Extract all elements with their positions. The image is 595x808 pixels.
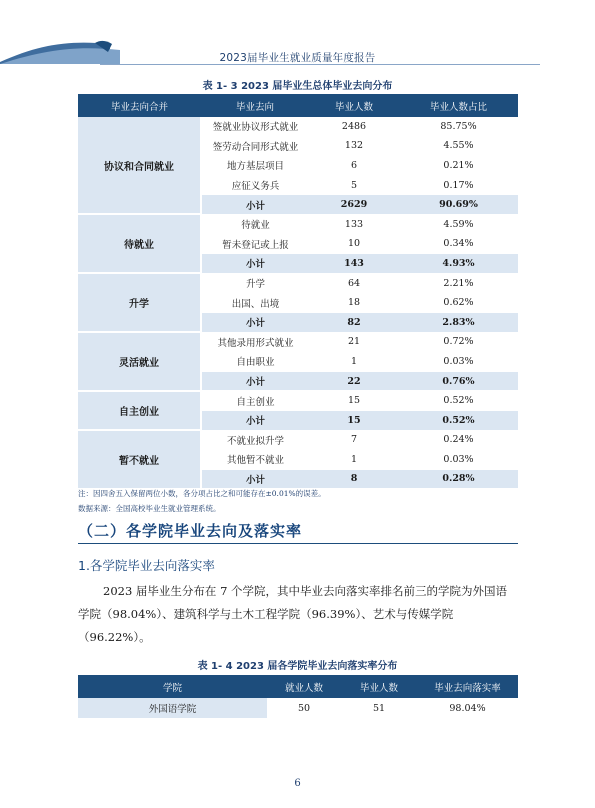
subtotal-percent: 4.93% <box>399 254 518 274</box>
group-label: 待就业 <box>78 214 201 273</box>
subtotal-percent: 90.69% <box>399 195 518 215</box>
count-cell: 5 <box>309 175 399 195</box>
rate-cell: 98.04% <box>449 702 486 714</box>
subtotal-label: 小计 <box>201 469 309 489</box>
percent-cell: 4.59% <box>399 214 518 234</box>
count-cell: 1 <box>309 352 399 372</box>
count-cell: 7 <box>309 430 399 450</box>
table-1-4-caption: 表 1- 4 2023 届各学院毕业去向落实率分布 <box>197 661 398 672</box>
subtotal-percent: 0.52% <box>399 410 518 430</box>
percent-cell: 0.21% <box>399 156 518 176</box>
group-label: 自主创业 <box>78 391 201 430</box>
destination-cell: 应征义务兵 <box>201 175 309 195</box>
subtotal-percent: 0.76% <box>399 371 518 391</box>
table-row <box>78 698 518 718</box>
col-header-destination: 毕业去向 <box>201 94 309 117</box>
destination-cell: 自主创业 <box>201 391 309 411</box>
subtotal-label: 小计 <box>201 312 309 332</box>
count-cell: 15 <box>309 391 399 411</box>
percent-cell: 0.03% <box>399 450 518 470</box>
col-header-rate: 毕业去向落实率 <box>417 675 518 698</box>
col-header-percent: 毕业人数占比 <box>399 94 518 117</box>
table-row <box>78 430 518 450</box>
data-source-note: 数据来源：全国高校毕业生就业管理系统。 <box>78 504 221 513</box>
table-1-3 <box>78 94 518 490</box>
report-header-title: 2023届毕业生就业质量年度报告 <box>219 52 376 64</box>
group-label: 协议和合同就业 <box>78 117 201 214</box>
destination-cell: 升学 <box>201 273 309 293</box>
col-header-graduates: 毕业人数 <box>341 675 417 698</box>
subtotal-count: 8 <box>309 469 399 489</box>
subtotal-percent: 2.83% <box>399 312 518 332</box>
destination-cell: 签就业协议形式就业 <box>201 117 309 136</box>
table-row <box>78 117 518 136</box>
group-label: 暂不就业 <box>78 430 201 489</box>
destination-cell: 出国、出境 <box>201 293 309 313</box>
destination-cell: 其他录用形式就业 <box>201 332 309 352</box>
table-row <box>78 391 518 411</box>
percent-cell: 0.62% <box>399 293 518 313</box>
body-paragraph: 2023 届毕业生分布在 7 个学院，其中毕业去向落实率排名前三的学院为外国语学院（98.04%）、建筑科学与土木工程学院（96.39%）、艺术与传媒学院（96.22%）。 <box>78 584 508 644</box>
table-row <box>78 273 518 293</box>
group-label: 灵活就业 <box>78 332 201 391</box>
subtotal-count: 15 <box>309 410 399 430</box>
table-1-3-caption: 表 1- 3 2023 届毕业生总体毕业去向分布 <box>202 81 393 92</box>
destination-cell: 自由职业 <box>201 352 309 372</box>
percent-cell: 0.34% <box>399 234 518 254</box>
col-header-category: 毕业去向合并 <box>78 94 201 117</box>
percent-cell: 0.24% <box>399 430 518 450</box>
table-row <box>78 214 518 234</box>
subsection-heading: 1.各学院毕业去向落实率 <box>78 558 215 573</box>
count-cell: 10 <box>309 234 399 254</box>
count-cell: 2486 <box>309 117 399 136</box>
percent-cell: 0.52% <box>399 391 518 411</box>
destination-cell: 地方基层项目 <box>201 156 309 176</box>
destination-cell: 暂未登记或上报 <box>201 234 309 254</box>
graduates-cell: 51 <box>372 702 386 714</box>
destination-cell: 签劳动合同形式就业 <box>201 136 309 156</box>
subtotal-label: 小计 <box>201 410 309 430</box>
destination-cell: 不就业拟升学 <box>201 430 309 450</box>
col-header-college: 学院 <box>78 675 267 698</box>
count-cell: 132 <box>309 136 399 156</box>
count-cell: 64 <box>309 273 399 293</box>
count-cell: 6 <box>309 156 399 176</box>
percent-cell: 0.72% <box>399 332 518 352</box>
count-cell: 1 <box>309 450 399 470</box>
destination-cell: 待就业 <box>201 214 309 234</box>
count-cell: 21 <box>309 332 399 352</box>
table-1-4 <box>78 675 518 718</box>
employed-cell: 50 <box>297 702 311 714</box>
percent-cell: 0.17% <box>399 175 518 195</box>
percent-cell: 2.21% <box>399 273 518 293</box>
page-number: 6 <box>294 778 301 789</box>
subtotal-count: 143 <box>309 254 399 274</box>
subtotal-count: 2629 <box>309 195 399 215</box>
section-heading: （二）各学院毕业去向及落实率 <box>78 522 303 540</box>
section-rule <box>78 543 518 544</box>
percent-cell: 85.75% <box>399 117 518 136</box>
table-note: 注：因四舍五入保留两位小数，各分项占比之和可能存在±0.01%的误差。 <box>78 489 326 498</box>
group-label: 升学 <box>78 273 201 332</box>
col-header-employed: 就业人数 <box>267 675 341 698</box>
header-rule <box>100 64 540 65</box>
percent-cell: 4.55% <box>399 136 518 156</box>
subtotal-count: 22 <box>309 371 399 391</box>
subtotal-count: 82 <box>309 312 399 332</box>
col-header-count: 毕业人数 <box>309 94 399 117</box>
destination-cell: 其他暂不就业 <box>201 450 309 470</box>
subtotal-label: 小计 <box>201 371 309 391</box>
count-cell: 18 <box>309 293 399 313</box>
percent-cell: 0.03% <box>399 352 518 372</box>
college-cell: 外国语学院 <box>78 698 267 718</box>
count-cell: 133 <box>309 214 399 234</box>
subtotal-percent: 0.28% <box>399 469 518 489</box>
table-row <box>78 332 518 352</box>
subtotal-label: 小计 <box>201 195 309 215</box>
subtotal-label: 小计 <box>201 254 309 274</box>
